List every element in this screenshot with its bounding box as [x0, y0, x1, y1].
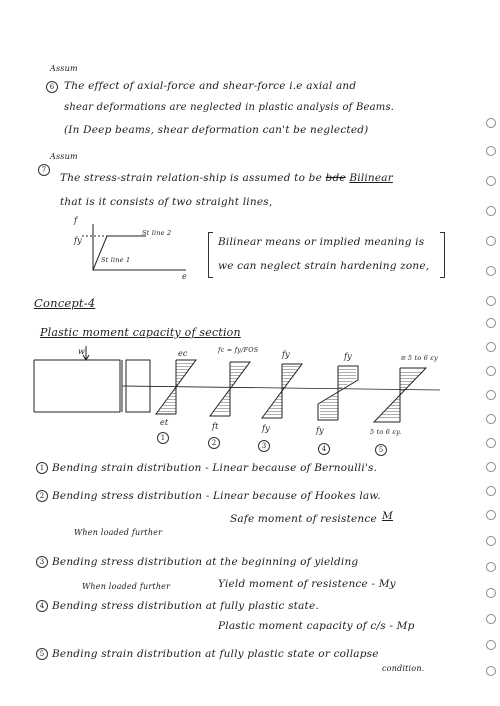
stress-diagram-3	[262, 364, 302, 418]
stress-diagram-4	[318, 366, 358, 420]
item-number-2: 2	[36, 490, 48, 502]
diagram-top-right-label: ≅ 5 to 6 εy	[400, 354, 438, 362]
diagram-bottom-right-label: 5 to 6 εy.	[370, 428, 402, 436]
diagram-fy-1-label: fy	[282, 350, 290, 359]
item-text-1: Bending strain distribution - Linear because of Bernoulli's.	[52, 462, 378, 474]
diagram-fc-label: fc = fy/FOS	[218, 346, 259, 354]
item-number-4: 4	[36, 600, 48, 612]
diagram-number-1: 1	[157, 432, 169, 444]
diagram-number-4: 4	[318, 443, 330, 455]
safe-moment: Safe moment of resistence	[230, 513, 377, 525]
item-text-5: Bending strain distribution at fully plastic state or collapse	[52, 648, 379, 660]
graph-line-1-label: St line 1	[101, 256, 131, 264]
item-text-3: Bending stress distribution at the beginning of yielding	[52, 556, 359, 568]
graph-line-2-label: St line 2	[142, 229, 172, 237]
assum-number-6: 6	[46, 81, 58, 93]
assum-label-7: Assum	[50, 152, 78, 161]
diagram-ec-label: ec	[178, 349, 188, 358]
beam-outline	[34, 360, 120, 412]
when-loaded-further-1: When loaded further	[74, 528, 163, 537]
item-text-2: Bending stress distribution - Linear because of Hookes law.	[52, 490, 381, 502]
diagram-ft-label: ft	[212, 422, 219, 431]
bilinear-note-1: Bilinear means or implied meaning is	[218, 236, 425, 248]
safe-moment-symbol: M	[382, 510, 393, 522]
item-text-4: Bending stress distribution at fully plastic state.	[52, 600, 319, 612]
axial-line-2: shear deformations are neglected in plastic analysis of Beams.	[64, 102, 395, 113]
diagram-number-5: 5	[375, 444, 387, 456]
item-number-3: 3	[36, 556, 48, 568]
item-number-1: 1	[36, 462, 48, 474]
graph-axes	[93, 224, 186, 270]
concept-heading: Concept-4	[34, 296, 96, 310]
neutral-axis	[122, 386, 440, 390]
stress-line-1-text: The stress-strain relation-ship is assumed to be	[60, 172, 322, 184]
plastic-heading: Plastic moment capacity of section	[40, 326, 241, 339]
condition-word: condition.	[382, 664, 425, 673]
diagram-number-3: 3	[258, 440, 270, 452]
diagram-fy-b1-label: fy	[262, 424, 270, 433]
graph-f-label: f	[74, 216, 78, 225]
stress-line-2: that is it consists of two straight lines,	[60, 196, 273, 208]
struck-word: bde	[325, 172, 346, 184]
graph-line-1	[93, 236, 107, 270]
yield-moment: Yield moment of resistence - My	[218, 578, 396, 590]
diagram-et-label: et	[160, 418, 169, 427]
assum-number-7: 7	[38, 164, 50, 176]
axial-line-3: (In Deep beams, shear deformation can't be neglected)	[64, 124, 369, 136]
diagram-number-2: 2	[208, 437, 220, 449]
diagram-fy-2-label: fy	[344, 352, 352, 361]
when-loaded-further-2: When loaded further	[82, 582, 171, 591]
strain-diagram-5	[374, 368, 426, 422]
assum-label-6: Assum	[50, 64, 78, 73]
item-number-5: 5	[36, 648, 48, 660]
bilinear-word: Bilinear	[349, 172, 393, 184]
plastic-capacity: Plastic moment capacity of c/s - Mp	[218, 620, 415, 632]
graph-e-label: e	[182, 272, 187, 281]
diagram-w-label: w	[78, 347, 86, 356]
stress-diagram-2	[210, 362, 250, 416]
bilinear-note-2: we can neglect strain hardening zone,	[218, 260, 430, 272]
axial-line-1: The effect of axial-force and shear-force i.e axial and	[64, 80, 357, 92]
graph-fy-label: fy	[74, 236, 82, 245]
diagram-fy-b2-label: fy	[316, 426, 324, 435]
